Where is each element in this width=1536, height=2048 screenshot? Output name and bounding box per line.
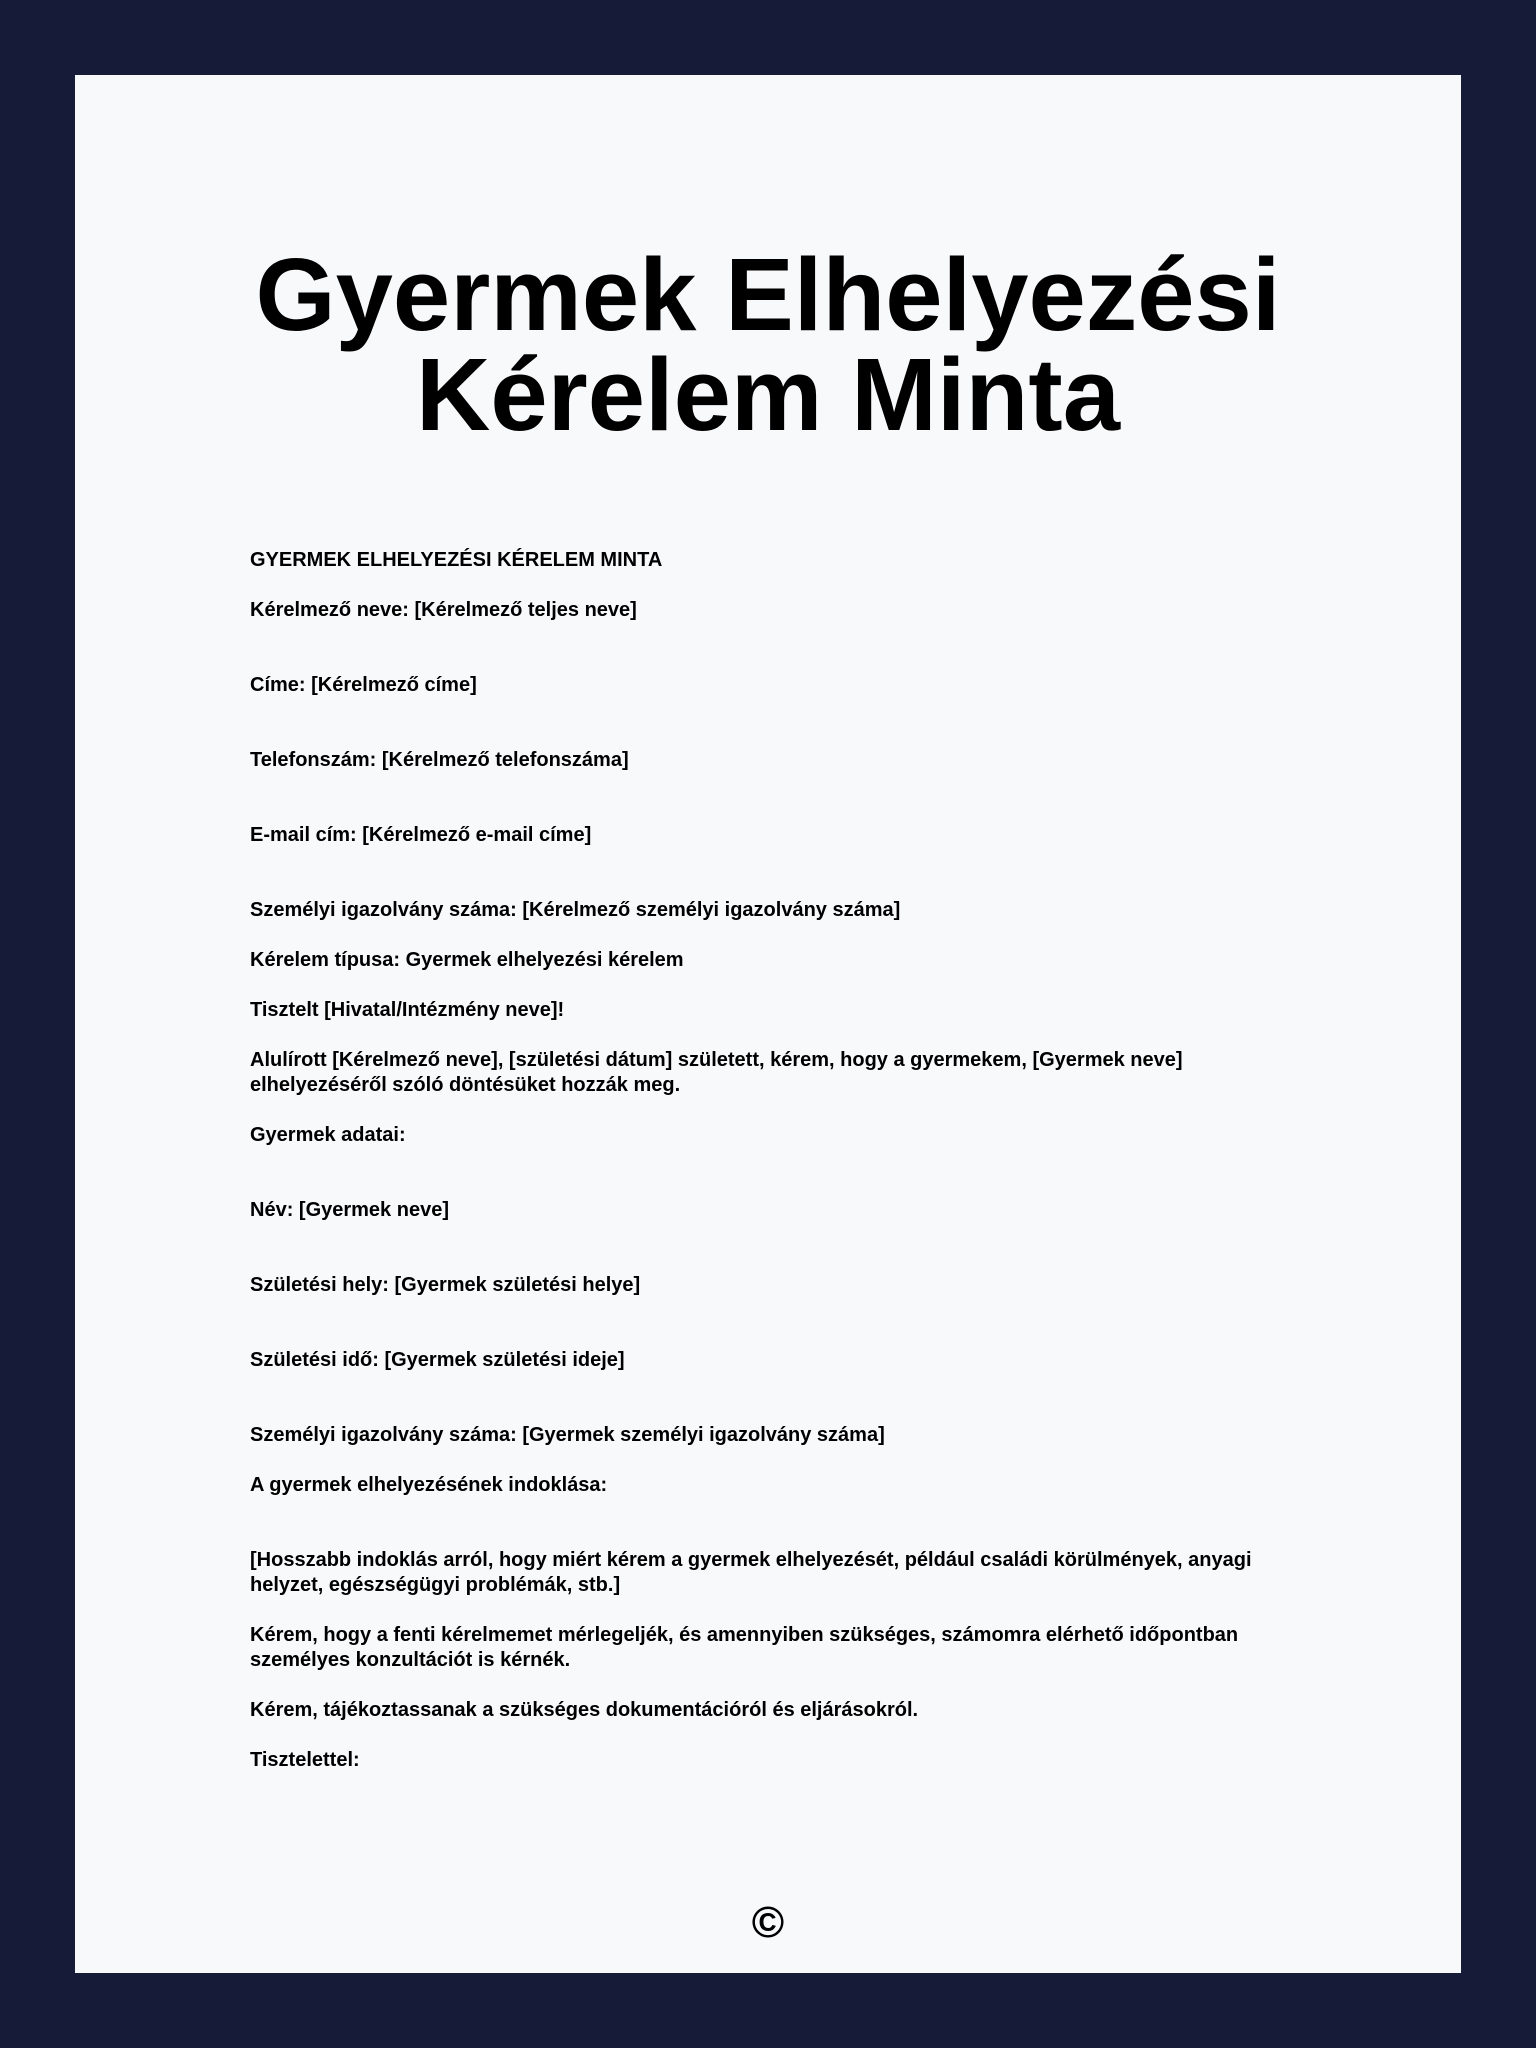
request-paragraph-line-1: Alulírott [Kérelmező neve], [születési dátum] született, kérem, hogy a gyermekem, [Gyermek neve]	[250, 1049, 1183, 1071]
document-title	[75, 237, 1461, 452]
justification-line-1: [Hosszabb indoklás arról, hogy miért kérem a gyermek elhelyezését, például családi körülmények, anyagi	[250, 1549, 1252, 1571]
copyright-icon: ©	[751, 1898, 785, 1947]
applicant-phone-field: Telefonszám: [Kérelmező telefonszáma]	[250, 749, 629, 771]
title-line-1: Gyermek Elhelyezési	[255, 237, 1281, 352]
consideration-line-1: Kérem, hogy a fenti kérelmemet mérlegeljék, és amennyiben szükséges, számomra elérhető időpontban	[250, 1624, 1239, 1646]
child-birthplace-field: Születési hely: [Gyermek születési helye]	[250, 1274, 641, 1296]
heading-text: GYERMEK ELHELYEZÉSI KÉRELEM MINTA	[250, 549, 663, 571]
child-name-field: Név: [Gyermek neve]	[250, 1199, 449, 1221]
applicant-name-field: Kérelmező neve: [Kérelmező teljes neve]	[250, 599, 637, 621]
justification-heading: A gyermek elhelyezésének indoklása:	[250, 1474, 608, 1496]
applicant-email-field: E-mail cím: [Kérelmező e-mail címe]	[250, 824, 592, 846]
child-birthdate-field: Születési idő: [Gyermek születési ideje]	[250, 1349, 625, 1371]
applicant-id-field: Személyi igazolvány száma: [Kérelmező személyi igazolvány száma]	[250, 899, 901, 921]
applicant-address-field: Címe: [Kérelmező címe]	[250, 674, 477, 696]
justification-line-2: helyzet, egészségügyi problémák, stb.]	[250, 1574, 621, 1596]
document-page	[75, 75, 1461, 1973]
request-paragraph-line-2: elhelyezéséről szóló döntésüket hozzák meg.	[250, 1074, 681, 1096]
consideration-line-2: személyes konzultációt is kérnék.	[250, 1649, 571, 1671]
closing-text: Tisztelettel:	[250, 1749, 360, 1771]
document-body	[250, 548, 1350, 1773]
child-id-field: Személyi igazolvány száma: [Gyermek személyi igazolvány száma]	[250, 1424, 885, 1446]
child-data-heading: Gyermek adatai:	[250, 1124, 406, 1146]
title-line-2: Kérelem Minta	[415, 337, 1121, 452]
salutation-text: Tisztelt [Hivatal/Intézmény neve]!	[250, 999, 565, 1021]
information-request-text: Kérem, tájékoztassanak a szükséges dokumentációról és eljárásokról.	[250, 1699, 919, 1721]
request-type-field: Kérelem típusa: Gyermek elhelyezési kérelem	[250, 949, 684, 971]
